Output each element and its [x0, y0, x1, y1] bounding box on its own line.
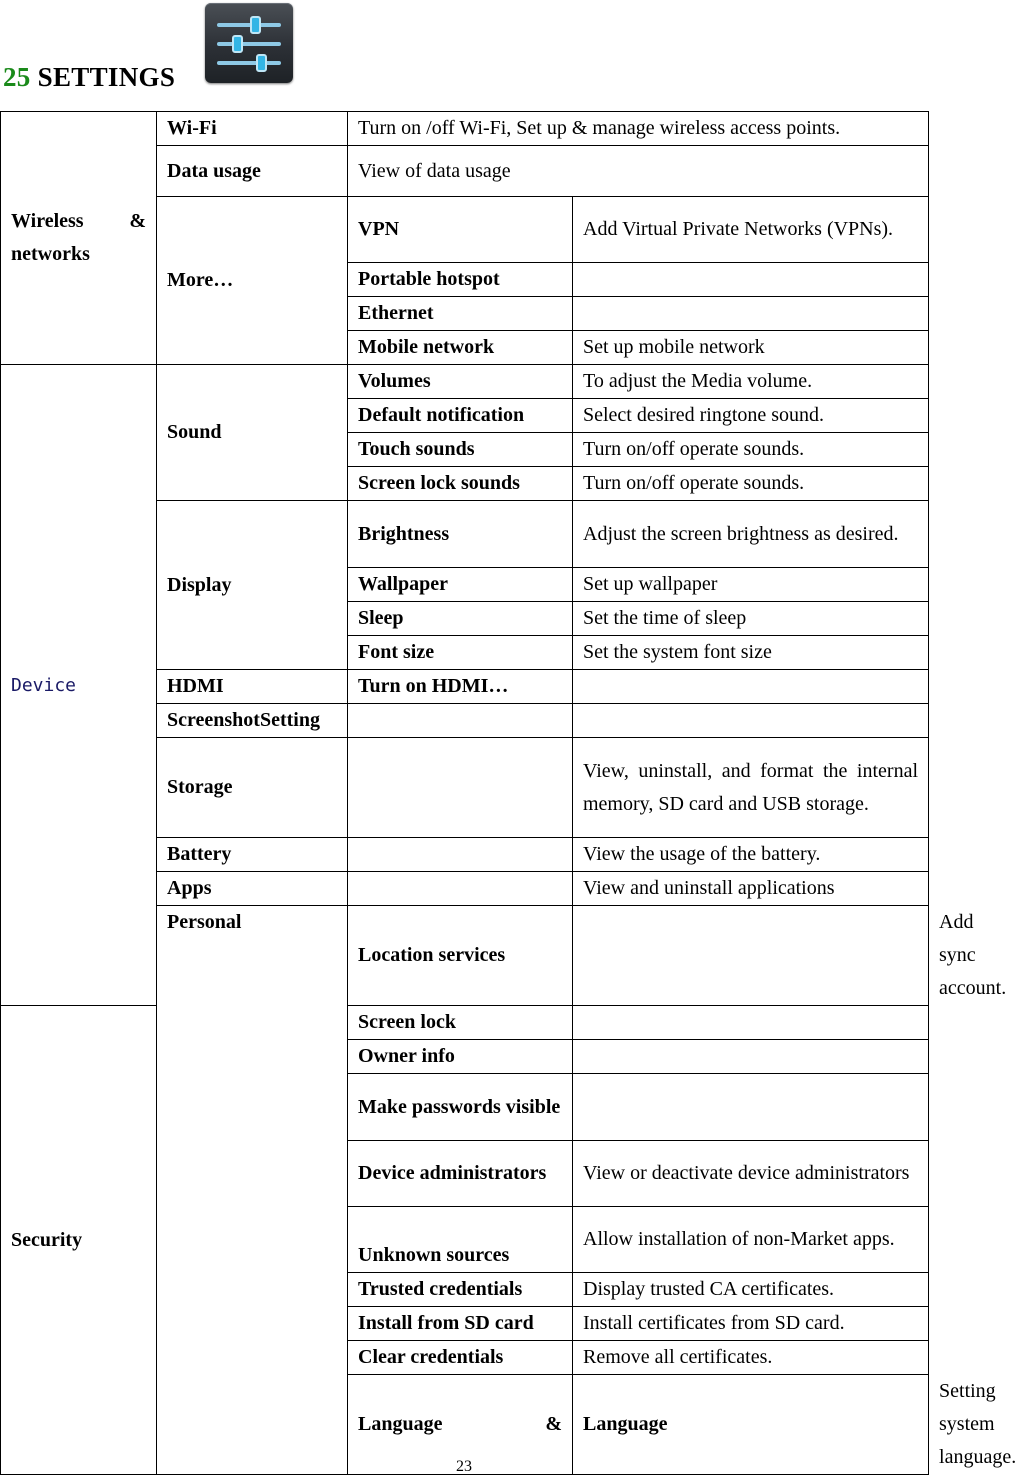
desc-touch-sounds: Turn on/off operate sounds. — [573, 433, 929, 467]
sub-empty — [348, 872, 573, 906]
desc-sleep: Set the time of sleep — [573, 602, 929, 636]
desc-empty — [573, 1074, 929, 1141]
sub-screen-lock: Screen lock — [348, 1006, 573, 1040]
sub-wallpaper: Wallpaper — [348, 568, 573, 602]
sub-unknown-sources: Unknown sources — [348, 1207, 573, 1273]
desc-device-admins: View or deactivate device administrators — [573, 1141, 929, 1207]
desc-empty — [573, 670, 929, 704]
sub-trusted-credentials: Trusted credentials — [348, 1273, 573, 1307]
desc-empty — [573, 704, 929, 738]
table-row — [1, 112, 929, 146]
desc-screen-lock-sounds: Turn on/off operate sounds. — [573, 467, 929, 501]
desc-empty — [573, 1040, 929, 1074]
sub-hdmi: Turn on HDMI… — [348, 670, 573, 704]
item-language: Language & — [348, 1375, 573, 1475]
item-security: Security — [1, 1006, 157, 1475]
sub-empty — [348, 704, 573, 738]
sub-vpn: VPN — [348, 197, 573, 263]
desc-wallpaper: Set up wallpaper — [573, 568, 929, 602]
sub-device-admins: Device administrators — [348, 1141, 573, 1207]
desc-vpn: Add Virtual Private Networks (VPNs). — [573, 197, 929, 263]
table-row: Language & Language Setting system language. — [1, 1375, 929, 1475]
sub-portable-hotspot: Portable hotspot — [348, 263, 573, 297]
item-battery: Battery — [157, 838, 348, 872]
desc-empty — [573, 1006, 929, 1040]
item-wifi: Wi-Fi — [157, 112, 348, 146]
desc-storage: View, uninstall, and format the internal memory, SD card and USB storage. — [573, 738, 929, 838]
sub-empty — [348, 738, 573, 838]
desc-install-sd: Install certificates from SD card. — [573, 1307, 929, 1341]
table-row — [1, 1006, 929, 1040]
desc-font-size: Set the system font size — [573, 636, 929, 670]
sub-install-sd: Install from SD card — [348, 1307, 573, 1341]
desc-default-notification: Select desired ringtone sound. — [573, 399, 929, 433]
page-number: 23 — [456, 1458, 472, 1475]
desc-mobile-network: Set up mobile network — [573, 331, 929, 365]
item-storage: Storage — [157, 738, 348, 838]
sub-brightness: Brightness — [348, 501, 573, 568]
item-hdmi: HDMI — [157, 670, 348, 704]
sub-empty — [348, 838, 573, 872]
section-title: SETTINGS — [37, 62, 176, 92]
item-apps: Apps — [157, 872, 348, 906]
desc-brightness: Adjust the screen brightness as desired. — [573, 501, 929, 568]
group-personal: Personal — [157, 906, 348, 1475]
sub-volumes: Volumes — [348, 365, 573, 399]
desc-volumes: To adjust the Media volume. — [573, 365, 929, 399]
section-number: 25 — [3, 62, 31, 92]
sub-font-size: Font size — [348, 636, 573, 670]
desc-clear-credentials: Remove all certificates. — [573, 1341, 929, 1375]
sub-make-passwords: Make passwords visible — [348, 1074, 573, 1141]
item-location: Location services — [348, 906, 573, 1006]
sub-default-notification: Default notification — [348, 399, 573, 433]
sub-empty — [573, 906, 929, 1006]
item-screenshot: ScreenshotSetting — [157, 704, 348, 738]
settings-sliders-icon — [205, 3, 293, 83]
item-sound: Sound — [157, 365, 348, 501]
desc-apps: View and uninstall applications — [573, 872, 929, 906]
desc-battery: View the usage of the battery. — [573, 838, 929, 872]
desc-unknown-sources: Allow installation of non-Market apps. — [573, 1207, 929, 1273]
sub-ethernet: Ethernet — [348, 297, 573, 331]
table-row — [1, 365, 929, 399]
group-device: Device — [1, 365, 157, 1006]
settings-table — [0, 111, 1016, 1475]
table-row: Personal Location services Add sync account. — [1, 906, 929, 1006]
section-heading — [3, 62, 175, 93]
sub-mobile-network: Mobile network — [348, 331, 573, 365]
sub-owner-info: Owner info — [348, 1040, 573, 1074]
item-more: More… — [157, 197, 348, 365]
item-data-usage: Data usage — [157, 146, 348, 197]
desc-data-usage: View of data usage — [348, 146, 929, 197]
desc-empty — [573, 297, 929, 331]
sub-clear-credentials: Clear credentials — [348, 1341, 573, 1375]
sub-sleep: Sleep — [348, 602, 573, 636]
sub-language: Language — [573, 1375, 929, 1475]
sub-touch-sounds: Touch sounds — [348, 433, 573, 467]
group-wireless: Wireless & networks — [1, 112, 157, 365]
desc-wifi: Turn on /off Wi-Fi, Set up & manage wireless access points. — [348, 112, 929, 146]
desc-trusted-credentials: Display trusted CA certificates. — [573, 1273, 929, 1307]
item-display: Display — [157, 501, 348, 670]
desc-empty — [573, 263, 929, 297]
sub-screen-lock-sounds: Screen lock sounds — [348, 467, 573, 501]
